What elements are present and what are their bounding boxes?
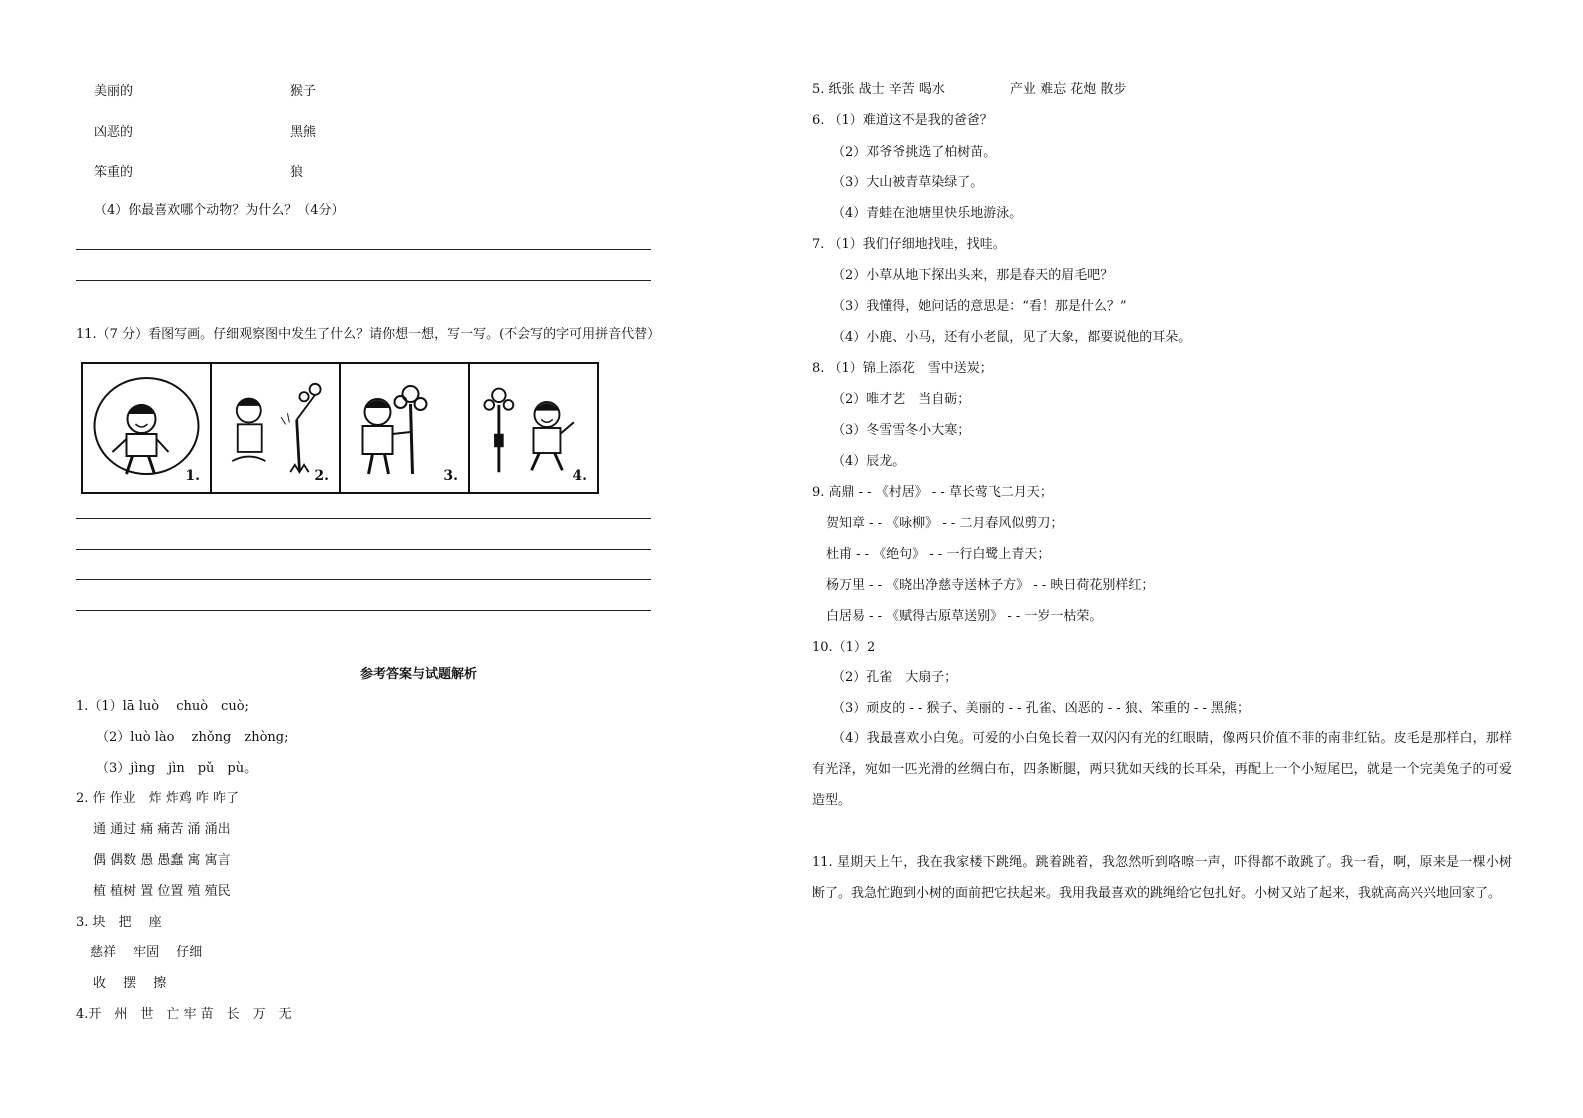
- picture-strip: [81, 362, 599, 494]
- answer-5: 5. 纸张 战士 辛苦 喝水 产业 难忘 花炮 散步: [812, 82, 1127, 97]
- answer-7-1: 7. （1）我们仔细地找哇，找哇。: [812, 237, 1006, 252]
- answer-line: [76, 249, 651, 250]
- answer-line-text: 植 植树 置 位置 殖 殖民: [93, 884, 231, 899]
- match-left-3: 笨重的: [94, 165, 134, 180]
- answer-10-4: （4）我最喜欢小白兔。可爱的小白兔长着一双闪闪有光的红眼睛，像两只价值不菲的南非红钻。皮毛是那样白，那样有光泽，宛如一匹光滑的丝绸白布，四条断腿，两只犹如天线的长耳朵，再配上一个小短尾巴，就是一个完美兔子的可爱造型。: [812, 731, 1512, 808]
- answer-7-2: （2）小草从地下探出头来，那是春天的眉毛吧？: [832, 268, 1114, 283]
- question-10-4: （4）你最喜欢哪个动物？为什么？（4分）: [94, 203, 345, 218]
- question-11: 11.（7 分）看图写画。仔细观察图中发生了什么？请你想一想，写一写。(不会写的字可用拼音代替）: [76, 327, 661, 342]
- writing-line: [76, 579, 651, 580]
- writing-line: [76, 518, 651, 519]
- answer-8-2: （2）唯才艺 当自砺；: [832, 392, 971, 407]
- answer-7-3: （3）我懂得，她问话的意思是：“看！那是什么？”: [832, 299, 1127, 314]
- answer-6-1: 6. （1）难道这不是我的爸爸？: [812, 113, 993, 128]
- answer-line-text: 3. 块 把 座: [76, 915, 162, 930]
- answer-8-1: 8. （1）锦上添花 雪中送炭；: [812, 361, 993, 376]
- answer-9-4: 杨万里 - - 《晓出净慈寺送林子方》 - - 映日荷花别样红；: [826, 578, 1155, 593]
- match-right-3: 狼: [290, 165, 304, 180]
- answer-line: [76, 280, 651, 281]
- answer-8-3: （3）冬雪雪冬小大寒；: [832, 423, 971, 438]
- writing-line: [76, 610, 651, 611]
- answer-line-text: 偶 偶数 愚 愚蠢 寓 寓言: [93, 853, 231, 868]
- picture-panel-2: [212, 364, 341, 492]
- answer-8-4: （4）辰龙。: [832, 454, 906, 469]
- answer-line-text: （2）luò lào zhǒng zhòng;: [96, 730, 289, 745]
- answer-11: 11. 星期天上午，我在我家楼下跳绳。跳着跳着，我忽然听到咯嚓一声，吓得都不敢跳了。我一看，啊，原来是一棵小树断了。我急忙跑到小树的面前把它扶起来。我用我最喜欢的跳绳给它包扎好。小树又站了起来，我就高高兴兴地回家了。: [812, 855, 1512, 901]
- answer-9-2: 贺知章 - - 《咏柳》 - - 二月春风似剪刀；: [826, 516, 1064, 531]
- match-right-2: 黑熊: [290, 125, 317, 140]
- picture-number: 3.: [443, 468, 458, 484]
- answer-line-text: 收 摆 擦: [93, 976, 167, 991]
- answer-7-4: （4）小鹿、小马，还有小老鼠，见了大象，都要说他的耳朵。: [832, 330, 1192, 345]
- answer-6-2: （2）邓爷爷挑选了柏树苗。: [832, 145, 997, 160]
- match-left-2: 凶恶的: [94, 125, 134, 140]
- writing-line: [76, 549, 651, 550]
- match-right-1: 猴子: [290, 84, 317, 99]
- picture-panel-4: [470, 364, 597, 492]
- answer-line-text: 2. 作 作业 炸 炸鸡 咋 咋了: [76, 791, 240, 806]
- answer-line-text: 慈祥 牢固 仔细: [90, 945, 203, 960]
- answer-9-5: 白居易 - - 《赋得古原草送别》 - - 一岁一枯荣。: [826, 609, 1103, 624]
- answer-10-3: （3）顽皮的 - - 猴子、美丽的 - - 孔雀、凶恶的 - - 狼、笨重的 - - 黑熊；: [832, 701, 1250, 716]
- answer-6-4: （4）青蛙在池塘里快乐地游泳。: [832, 206, 1023, 221]
- answer-line-text: 通 通过 痛 痛苦 涌 涌出: [93, 822, 231, 837]
- answer-10-2: （2）孔雀 大扇子；: [832, 670, 958, 685]
- picture-number: 1.: [185, 468, 200, 484]
- answer-9-3: 杜甫 - - 《绝句》 - - 一行白鹭上青天；: [826, 547, 1051, 562]
- match-left-1: 美丽的: [94, 84, 134, 99]
- answer-line-text: （3）jìng jìn pǔ pù。: [96, 761, 258, 776]
- picture-panel-1: [83, 364, 212, 492]
- answer-10-1: 10.（1）2: [812, 640, 876, 655]
- picture-number: 2.: [314, 468, 329, 484]
- answer-9-1: 9. 高鼎 - - 《村居》 - - 草长莺飞二月天；: [812, 485, 1053, 500]
- picture-panel-3: [341, 364, 470, 492]
- answer-line-text: 4.开 州 世 亡 牢 苗 长 万 无: [76, 1007, 292, 1022]
- picture-number: 4.: [572, 468, 587, 484]
- answer-line-text: 1.（1）lā luò chuò cuò;: [76, 699, 249, 714]
- answer-6-3: （3）大山被青草染绿了。: [832, 175, 984, 190]
- answers-title: 参考答案与试题解析: [360, 667, 478, 682]
